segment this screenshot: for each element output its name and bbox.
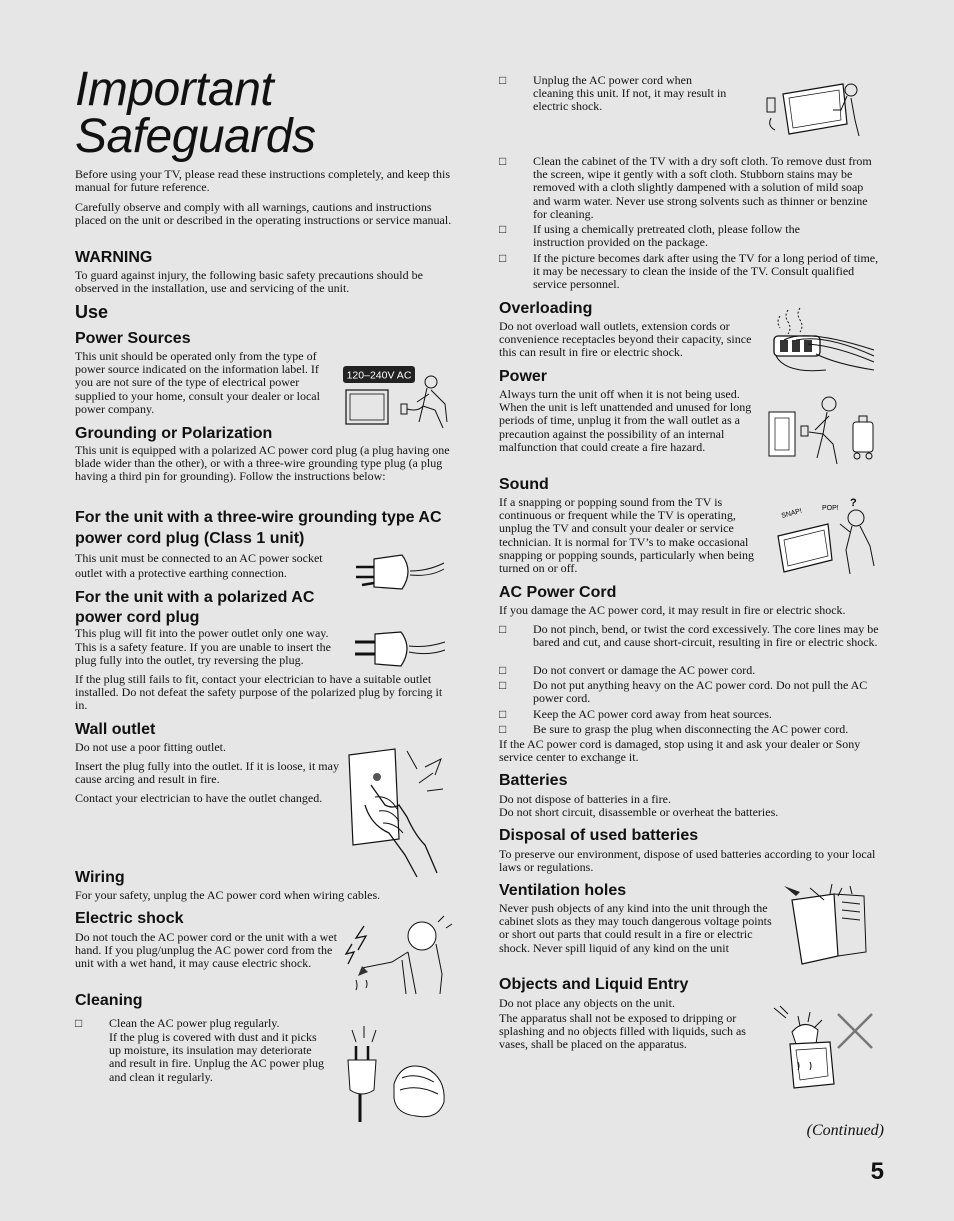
- page-number: 5: [870, 1158, 884, 1185]
- wall-outlet-p3: Contact your electrician to have the outlet changed.: [75, 791, 323, 805]
- disposal-heading: Disposal of used batteries: [499, 827, 699, 844]
- objects-line-2: The apparatus shall not be exposed to dripping or splashing and no objects filled with liquids, such as vases, shall be placed on the apparatus.: [499, 1011, 746, 1052]
- ac-cord-bullet-1-text: Do not pinch, bend, or twist the cord excessively. The core lines may be bared and cut, and cause short-circuit, resulting in fire or electric shock.: [533, 622, 879, 650]
- title-line-2: Safeguards: [75, 110, 316, 163]
- snap-text: SNAP!: [780, 507, 803, 520]
- checkbox-icon: □: [75, 1016, 83, 1030]
- polarized-plug-illustration: [353, 630, 448, 668]
- ac-cord-bullet-2-text: Do not convert or damage the AC power cord.: [533, 663, 756, 677]
- grounding-heading: Grounding or Polarization: [75, 425, 273, 442]
- question-mark: ?: [850, 497, 857, 509]
- title-line-1: Important: [75, 63, 274, 116]
- checkbox-icon: □: [499, 251, 507, 265]
- ac-cord-bullet-4-text: Keep the AC power cord away from heat sources.: [533, 707, 772, 721]
- right-bullet-4-text: If the picture becomes dark after using the TV for a long period of time, it may be necessary to clean the inside of the TV. Consult qualified service personnel.: [533, 251, 879, 292]
- three-wire-text: This unit must be connected to an AC power socket outlet with a protective earthing connection.: [75, 551, 323, 580]
- right-bullet-2-text: Clean the cabinet of the TV with a dry soft cloth. To remove dust from the screen, wipe it gently with a soft cloth. Stubborn stains may be removed with a cloth slightly dampened with a solution of mild soap and warm water. Never use strong solvents such as thinner or benzine for cleaning.: [533, 154, 872, 221]
- grounding-text: This unit is equipped with a polarized AC power cord plug (a plug having one blade wider than the other), or with a three-wire grounding type plug (a plug having a third pin for grounding). Follow the instructions below:: [75, 443, 450, 484]
- pop-text: POP!: [822, 505, 839, 512]
- disposal-text: To preserve our environment, dispose of used batteries according to your local laws or regulations.: [499, 847, 876, 875]
- power-text: Always turn the unit off when it is not being used. When the unit is left unattended and unused for long periods of time, unplug it from the wall outlet as a precaution against the possibility of an internal malfunction that could create a fire hazard.: [499, 387, 752, 454]
- power-sources-text: This unit should be operated only from the type of power source indicated on the information label. If you are not sure of the type of electrical power supplied to your home, consult your dealer or local power company.: [75, 349, 320, 416]
- objects-line-1: Do not place any objects on the unit.: [499, 996, 675, 1010]
- checkbox-icon: □: [499, 722, 507, 736]
- ventilation-illustration: [780, 882, 870, 972]
- three-wire-plug-illustration: [352, 553, 448, 593]
- intro-paragraph-2: Carefully observe and comply with all warnings, cautions and instructions placed on the unit or described in the operating instructions or service manual.: [75, 200, 452, 228]
- wall-outlet-p2: Insert the plug fully into the outlet. If it is loose, it may cause arcing and result in fire.: [75, 759, 339, 787]
- power-illustration: [767, 394, 879, 466]
- right-bullet-1-text: Unplug the AC power cord when cleaning this unit. If not, it may result in electric shock.: [533, 73, 727, 114]
- overloading-heading: Overloading: [499, 300, 593, 317]
- wall-outlet-p1: Do not use a poor fitting outlet.: [75, 740, 226, 754]
- intro-paragraph-1: Before using your TV, please read these instructions completely, and keep this manual for future reference.: [75, 167, 451, 195]
- sound-text: If a snapping or popping sound from the TV is continuous or frequent while the TV is operating, unplug the TV and consult your dealer or service technician. It is normal for TV’s to make occasional snapping or popping sounds, particularly when being turned on or off.: [499, 495, 754, 576]
- cleaning-heading: Cleaning: [75, 992, 143, 1009]
- power-sources-heading: Power Sources: [75, 330, 191, 347]
- cleaning-illustration: [342, 1024, 452, 1124]
- cleaning-bullet-1-detail: If the plug is covered with dust and it picks up moisture, its insulation may deteriorate and result in fire. Unplug the AC power plug and clean it regularly.: [109, 1030, 324, 1084]
- ventilation-heading: Ventilation holes: [499, 882, 627, 899]
- checkbox-icon: □: [499, 622, 507, 636]
- batteries-line-2: Do not short circuit, disassemble or overheat the batteries.: [499, 805, 779, 819]
- checkbox-icon: □: [499, 154, 507, 168]
- ac-cord-intro: If you damage the AC power cord, it may result in fire or electric shock.: [499, 603, 846, 617]
- polarized-text-2: If the plug still fails to fit, contact your electrician to have a suitable outlet installed. Do not defeat the safety purpose of the polarized plug by forcing it in.: [75, 672, 443, 713]
- electric-shock-heading: Electric shock: [75, 910, 184, 927]
- cleaning-bullet-1-text: Clean the AC power plug regularly.: [109, 1016, 280, 1030]
- warning-heading: WARNING: [75, 249, 153, 266]
- overloading-text: Do not overload wall outlets, extension cords or convenience receptacles beyond their capacity, since this can result in fire or electric shock.: [499, 319, 752, 360]
- objects-heading: Objects and Liquid Entry: [499, 976, 689, 993]
- continued-label: (Continued): [806, 1122, 884, 1139]
- wall-outlet-heading: Wall outlet: [75, 721, 156, 738]
- batteries-line-1: Do not dispose of batteries in a fire.: [499, 792, 671, 806]
- page-title: [75, 63, 316, 163]
- sound-heading: Sound: [499, 476, 549, 493]
- electric-shock-illustration: [342, 914, 454, 996]
- batteries-heading: Batteries: [499, 772, 568, 789]
- power-heading: Power: [499, 368, 548, 385]
- sound-illustration: [770, 496, 882, 578]
- polarized-heading: For the unit with a polarized AC power cord plug: [75, 589, 315, 626]
- three-wire-heading: For the unit with a three-wire grounding type AC power cord plug (Class 1 unit): [75, 509, 442, 547]
- voltage-label: 120–240V AC: [346, 369, 412, 382]
- warning-text: To guard against injury, the following basic safety precautions should be observed in the installation, use and servicing of the unit.: [75, 268, 423, 296]
- ac-cord-bullet-5-text: Be sure to grasp the plug when disconnecting the AC power cord.: [533, 722, 849, 736]
- ac-cord-heading: AC Power Cord: [499, 584, 617, 601]
- power-source-illustration: [343, 366, 455, 430]
- checkbox-icon: □: [499, 678, 507, 692]
- checkbox-icon: □: [499, 222, 507, 236]
- checkbox-icon: □: [499, 707, 507, 721]
- ac-cord-bullet-3-text: Do not put anything heavy on the AC power cord. Do not pull the AC power cord.: [533, 678, 868, 706]
- liquid-entry-illustration: [770, 1004, 878, 1096]
- wall-outlet-illustration: [345, 745, 450, 880]
- use-heading: Use: [75, 302, 109, 322]
- polarized-text: This plug will fit into the power outlet only one way. This is a safety feature. If you are unable to insert the plug fully into the outlet, try reversing the plug.: [75, 626, 331, 667]
- checkbox-icon: □: [499, 73, 507, 87]
- electric-shock-text: Do not touch the AC power cord or the unit with a wet hand. If you plug/unplug the AC power cord from the unit with a wet hand, it may cause electric shock.: [75, 930, 337, 971]
- overloading-illustration: [766, 304, 878, 376]
- checkbox-icon: □: [499, 663, 507, 677]
- ventilation-text: Never push objects of any kind into the unit through the cabinet slots as they may touch dangerous voltage points or short out parts that could result in a fire or electric shock. Never spill liquid of any kind on the unit: [499, 901, 772, 955]
- ac-cord-outro: If the AC power cord is damaged, stop using it and ask your dealer or Sony service center to exchange it.: [499, 737, 861, 765]
- wiring-text: For your safety, unplug the AC power cord when wiring cables.: [75, 888, 381, 902]
- wiring-heading: Wiring: [75, 869, 125, 886]
- right-bullet-3-text: If using a chemically pretreated cloth, please follow the instruction provided on the package.: [533, 222, 800, 250]
- unplug-cleaning-illustration: [763, 80, 868, 140]
